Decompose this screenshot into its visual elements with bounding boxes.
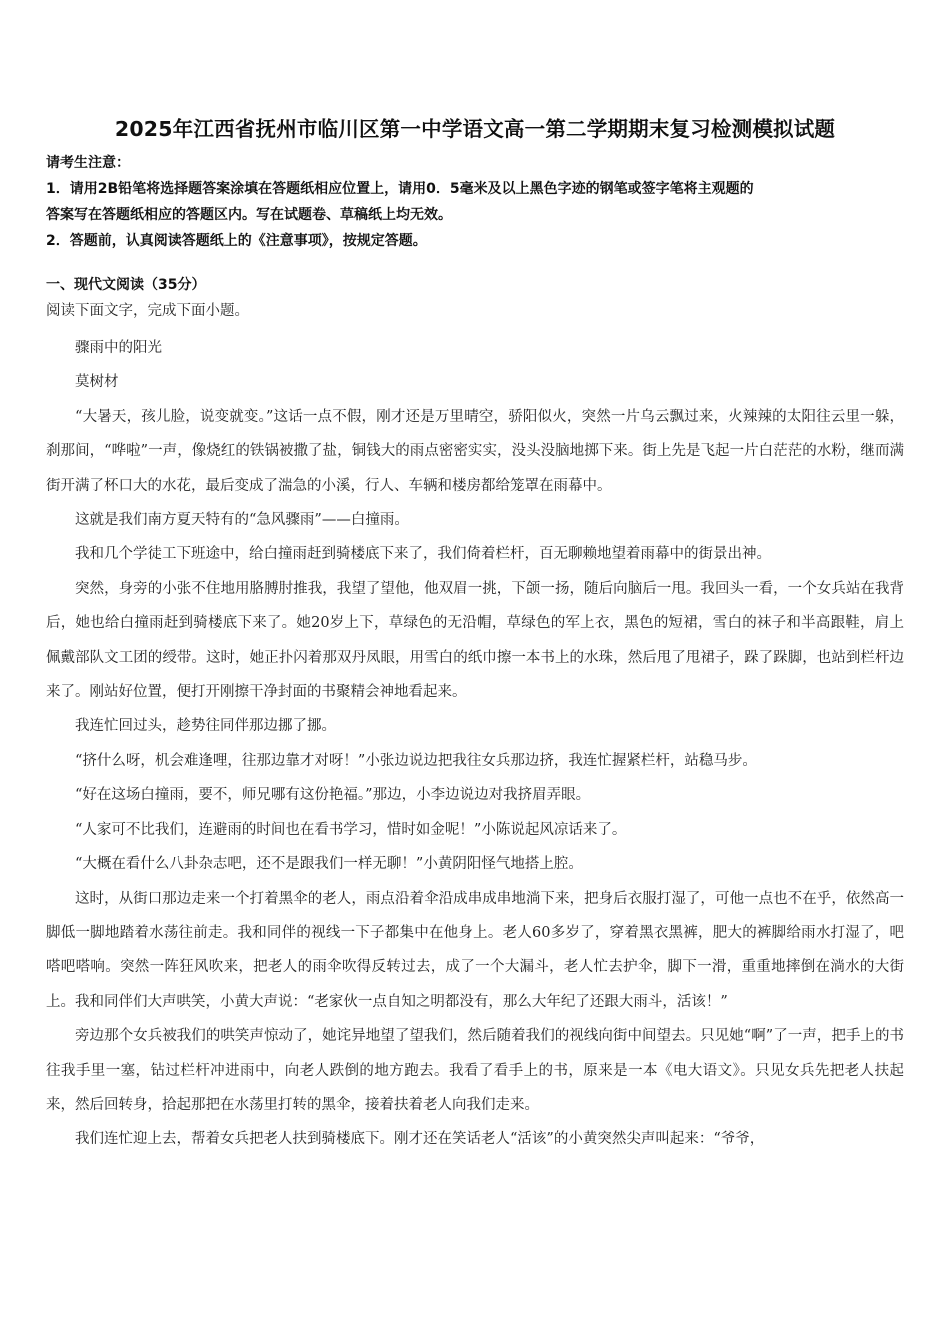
exam-notice xyxy=(46,150,916,254)
article-paragraph: “好在这场白撞雨，要不，师兄哪有这份艳福。”那边，小李边说边对我挤眉弄眼。 xyxy=(75,787,591,804)
article-title: 骤雨中的阳光 xyxy=(75,340,162,356)
article-paragraph: 这时，从街口那边走来一个打着黑伞的老人，雨点沿着伞沿成串成串地淌下来，把身后衣服打湿了，可他一点也不在乎，依然高一脚低一脚地踏着水荡往前走。我和同伴的视线一下子都集中在他身上。老人60多岁了，穿着黑衣黑裤，肥大的裤脚给雨水打湿了，吧嗒吧嗒响。突然一阵狂风吹来，把老人的雨伞吹得反转过去，成了一个大漏斗，老人忙去护伞，脚下一滑，重重地摔倒在淌水的大街上。我和同伴们大声哄笑，小黄大声说：“老家伙一点自知之明都没有，那么大年纪了还跟大雨斗，活该！” xyxy=(46,890,904,1010)
notice-heading: 请考生注意： xyxy=(46,155,130,171)
article-paragraph: 我连忙回过头，趁势往同伴那边挪了挪。 xyxy=(75,718,336,735)
section-heading: 一、现代文阅读（35分） xyxy=(46,277,206,293)
notice-line: 2．答题前，认真阅读答题纸上的《注意事项》，按规定答题。 xyxy=(46,233,427,249)
reading-instruction: 阅读下面文字，完成下面小题。 xyxy=(46,303,249,319)
article-author: 莫树材 xyxy=(75,374,119,391)
article-paragraph: “人家可不比我们，连避雨的时间也在看书学习，惜时如金呢！”小陈说起风凉话来了。 xyxy=(75,821,627,838)
article-paragraph: “挤什么呀，机会难逢哩，往那边靠才对呀！”小张边说边把我往女兵那边挤，我连忙握紧栏杆，站稳马步。 xyxy=(75,752,757,769)
article-paragraph: 旁边那个女兵被我们的哄笑声惊动了，她诧异地望了望我们，然后随着我们的视线向街中间望去。只见她“啊”了一声，把手上的书往我手里一塞，钻过栏杆冲进雨中，向老人跌倒的地方跑去。我看了看手上的书，原来是一本《电大语文》。只见女兵先把老人扶起来，然后回转身，拾起那把在水荡里打转的黑伞，接着扶着老人向我们走来。 xyxy=(46,1028,904,1113)
article-paragraph: 我和几个学徒工下班途中，给白撞雨赶到骑楼底下来了，我们倚着栏杆，百无聊赖地望着雨幕中的街景出神。 xyxy=(75,546,771,563)
article-paragraph: 我们连忙迎上去，帮着女兵把老人扶到骑楼底下。刚才还在笑话老人“活该”的小黄突然尖声叫起来：“爷爷， xyxy=(75,1131,765,1148)
notice-line: 答案写在答题纸相应的答题区内。写在试题卷、草稿纸上均无效。 xyxy=(46,207,452,223)
notice-line: 1．请用2B铅笔将选择题答案涂填在答题纸相应位置上，请用0．5毫米及以上黑色字迹的钢笔或签字笔将主观题的 xyxy=(46,181,754,197)
document-title: 2025年江西省抚州市临川区第一中学语文高一第二学期期末复习检测模拟试题 xyxy=(114,117,836,141)
article-paragraph: 这就是我们南方夏天特有的“急风骤雨”——白撞雨。 xyxy=(75,512,409,529)
article-paragraph: “大概在看什么八卦杂志吧，还不是跟我们一样无聊！”小黄阴阳怪气地搭上腔。 xyxy=(75,856,583,873)
article-paragraph: “大暑天，孩儿脸，说变就变。”这话一点不假，刚才还是万里晴空，骄阳似火，突然一片乌云飘过来，火辣辣的太阳往云里一躲，刹那间，“哗啦”一声，像烧红的铁锅被撒了盐，铜钱大的雨点密密实实，没头没脑地掷下来。街上先是飞起一片白茫茫的水粉，继而满街开满了杯口大的水花，最后变成了湍急的小溪，行人、车辆和楼房都给笼罩在雨幕中。 xyxy=(46,408,904,494)
article-paragraph: 突然，身旁的小张不住地用胳膊肘推我，我望了望他，他双眉一挑，下颌一扬，随后向脑后一甩。我回头一看，一个女兵站在我背后，她也给白撞雨赶到骑楼底下来了。她20岁上下，草绿色的无沿帽，草绿色的军上衣，黑色的短裙，雪白的袜子和半高跟鞋，肩上佩戴部队文工团的绶带。这时，她正扑闪着那双丹凤眼，用雪白的纸巾擦一本书上的水珠，然后甩了甩裙子，跺了跺脚，也站到栏杆边来了。刚站好位置，便打开刚擦干净封面的书聚精会神地看起来。 xyxy=(46,580,904,701)
article-body xyxy=(46,331,904,1157)
